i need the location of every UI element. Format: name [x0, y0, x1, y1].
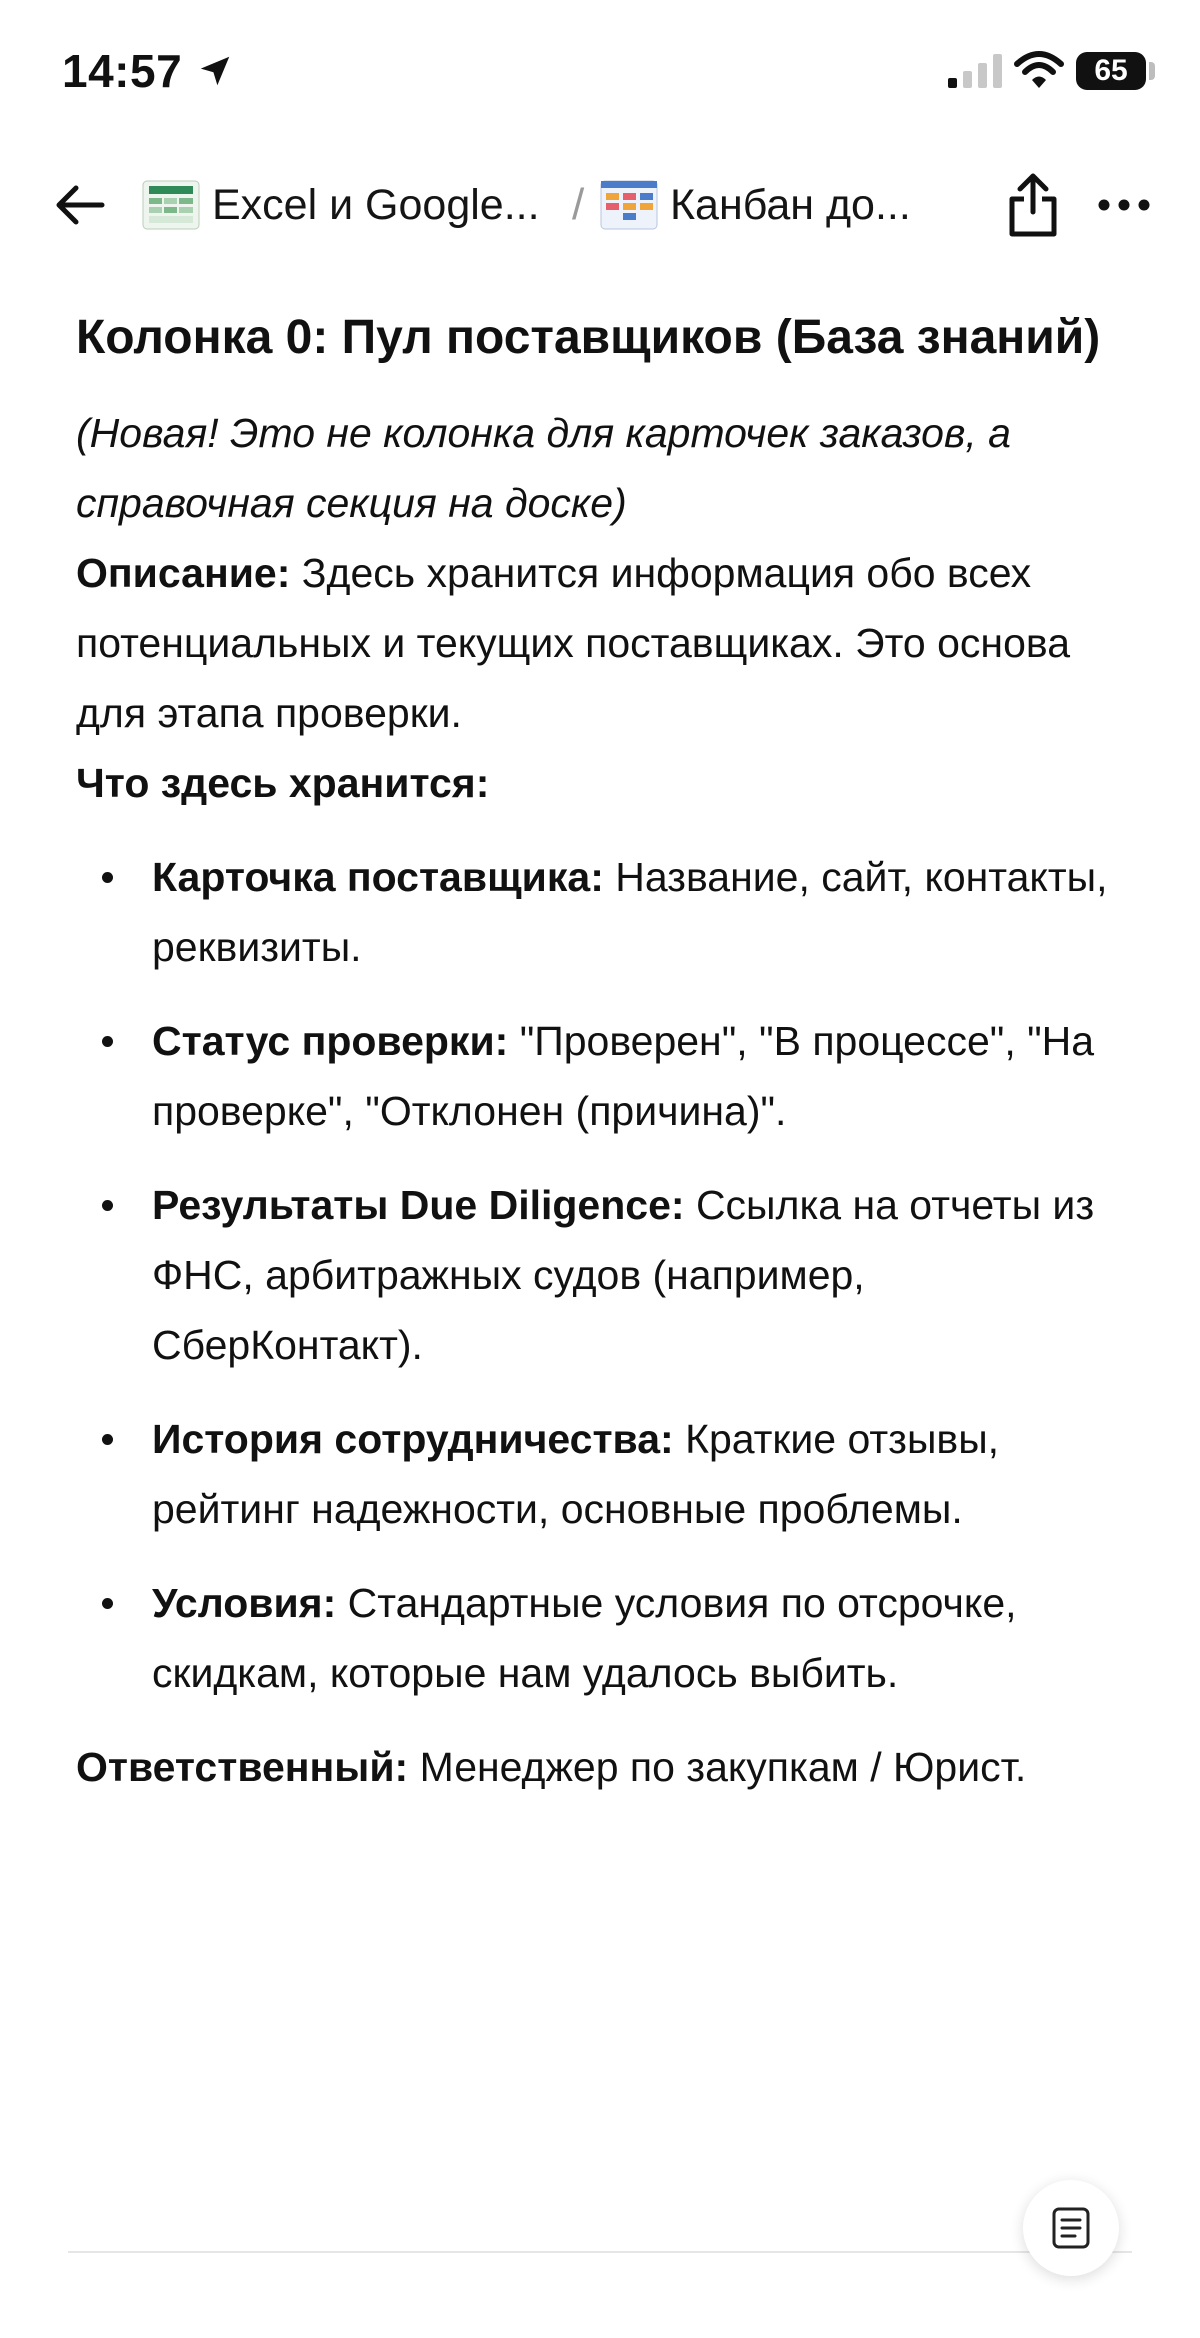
stored-items-list: [76, 842, 1136, 1708]
document-body: [76, 300, 1136, 1802]
bullet-icon: [102, 872, 113, 883]
list-item: [76, 1568, 1136, 1708]
cellular-signal-icon: [948, 54, 1004, 88]
list-item-text: Название, сайт, контакты, реквизиты.: [152, 854, 1108, 970]
more-button[interactable]: [1094, 180, 1154, 230]
list-item-text: Краткие отзывы, рейтинг надежности, основные проблемы.: [152, 1416, 1000, 1532]
breadcrumb-separator: /: [572, 180, 585, 229]
status-time: 14:57: [62, 45, 183, 97]
breadcrumb-kanban[interactable]: [600, 172, 940, 238]
battery-level: 65: [1094, 54, 1128, 87]
battery-icon: [1076, 52, 1146, 90]
table-of-contents-icon: [1051, 2206, 1091, 2250]
breadcrumb-label: Excel и Google...: [212, 180, 540, 229]
list-item-label: Статус проверки:: [152, 1018, 509, 1064]
list-item: [76, 1404, 1136, 1544]
wifi-icon: [1014, 50, 1064, 90]
location-arrow-icon: [196, 52, 234, 90]
description-text: Здесь хранится информация обо всех потенциальных и текущих поставщиках. Это основа для этапа проверки.: [76, 550, 1070, 736]
list-item: [76, 842, 1136, 982]
list-item: [76, 1170, 1136, 1380]
section-note: (Новая! Это не колонка для карточек заказов, а справочная секция на доске): [76, 410, 1011, 526]
bullet-icon: [102, 1200, 113, 1211]
bullet-icon: [102, 1434, 113, 1445]
nav-bar: [0, 160, 1200, 250]
back-button[interactable]: [52, 180, 108, 230]
status-bar: [0, 0, 1200, 140]
block-divider: [68, 2251, 1132, 2253]
battery-cap: [1149, 62, 1155, 80]
back-arrow-icon: [52, 180, 108, 230]
list-item-label: Карточка поставщика:: [152, 854, 604, 900]
list-item-label: История сотрудничества:: [152, 1416, 674, 1462]
table-of-contents-button[interactable]: [1023, 2180, 1119, 2276]
share-icon: [1004, 172, 1062, 238]
breadcrumb-label: Канбан до...: [670, 180, 911, 229]
list-item-label: Условия:: [152, 1580, 337, 1626]
list-item-label: Результаты Due Diligence:: [152, 1182, 685, 1228]
responsible-label: Ответственный:: [76, 1744, 409, 1790]
share-button[interactable]: [1004, 172, 1062, 238]
list-item-text: Ссылка на отчеты из ФНС, арбитражных судов (например, СберКонтакт).: [152, 1182, 1095, 1368]
bullet-icon: [102, 1598, 113, 1609]
description-label: Описание:: [76, 550, 291, 596]
responsible-text: Менеджер по закупкам / Юрист.: [408, 1744, 1027, 1790]
kanban-page-icon: [600, 180, 658, 230]
page-title: Колонка 0: Пул поставщиков (База знаний): [76, 311, 1101, 364]
breadcrumb-excel[interactable]: [142, 172, 568, 238]
responsible-paragraph: [76, 1732, 1136, 1802]
description-paragraph: [76, 538, 1136, 748]
spreadsheet-page-icon: [142, 180, 200, 230]
list-item-text: Стандартные условия по отсрочке, скидкам, которые нам удалось выбить.: [152, 1580, 1017, 1696]
list-item: [76, 1006, 1136, 1146]
stored-heading: Что здесь хранится:: [76, 760, 490, 806]
list-item-text: "Проверен", "В процессе", "На проверке", "Отклонен (причина)".: [152, 1018, 1095, 1134]
more-icon: [1094, 180, 1154, 230]
bullet-icon: [102, 1036, 113, 1047]
